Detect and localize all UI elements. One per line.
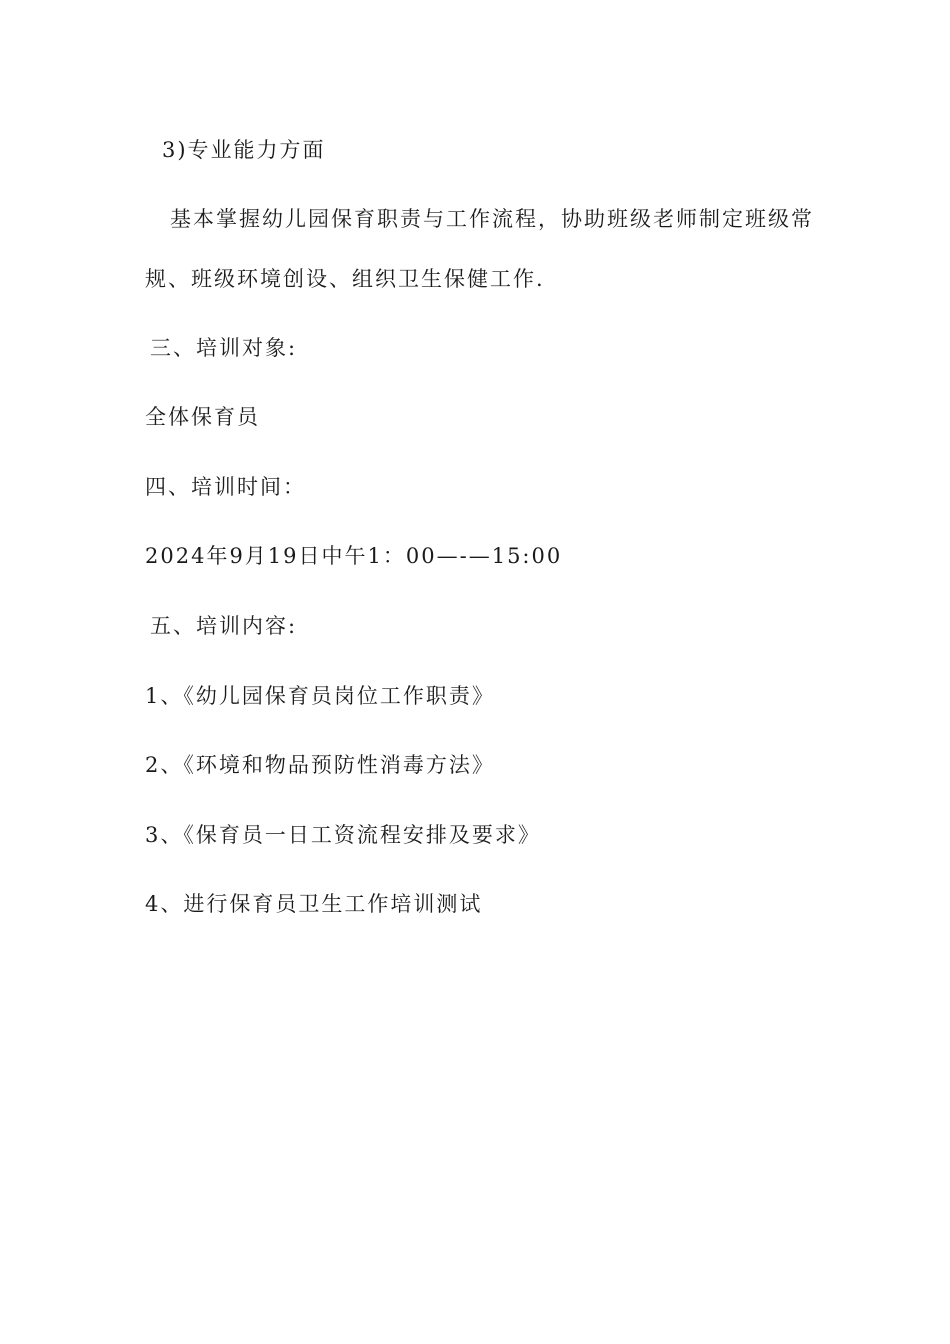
- paragraph-line-2: 规、班级环境创设、组织卫生保健工作.: [145, 267, 545, 291]
- training-time-text: 2024年9月19日中午1：00—-—15:00: [145, 544, 563, 568]
- content-list-item: 4、进行保育员卫生工作培训测试: [145, 892, 483, 916]
- content-list-item: 2、《环境和物品预防性消毒方法》: [145, 753, 495, 777]
- section-heading-training-targets: 三、培训对象:: [150, 336, 298, 360]
- section-heading-training-time: 四、培训时间：: [145, 475, 306, 499]
- content-list-item: 3、《保育员一日工资流程安排及要求》: [145, 823, 541, 847]
- training-targets-text: 全体保育员: [145, 405, 260, 429]
- paragraph-line-1: 基本掌握幼儿园保育职责与工作流程，协助班级老师制定班级常: [170, 207, 814, 231]
- section-heading-professional-ability: 3)专业能力方面: [162, 138, 326, 162]
- section-heading-training-content: 五、培训内容:: [150, 614, 298, 638]
- content-list-item: 1、《幼儿园保育员岗位工作职责》: [145, 684, 495, 708]
